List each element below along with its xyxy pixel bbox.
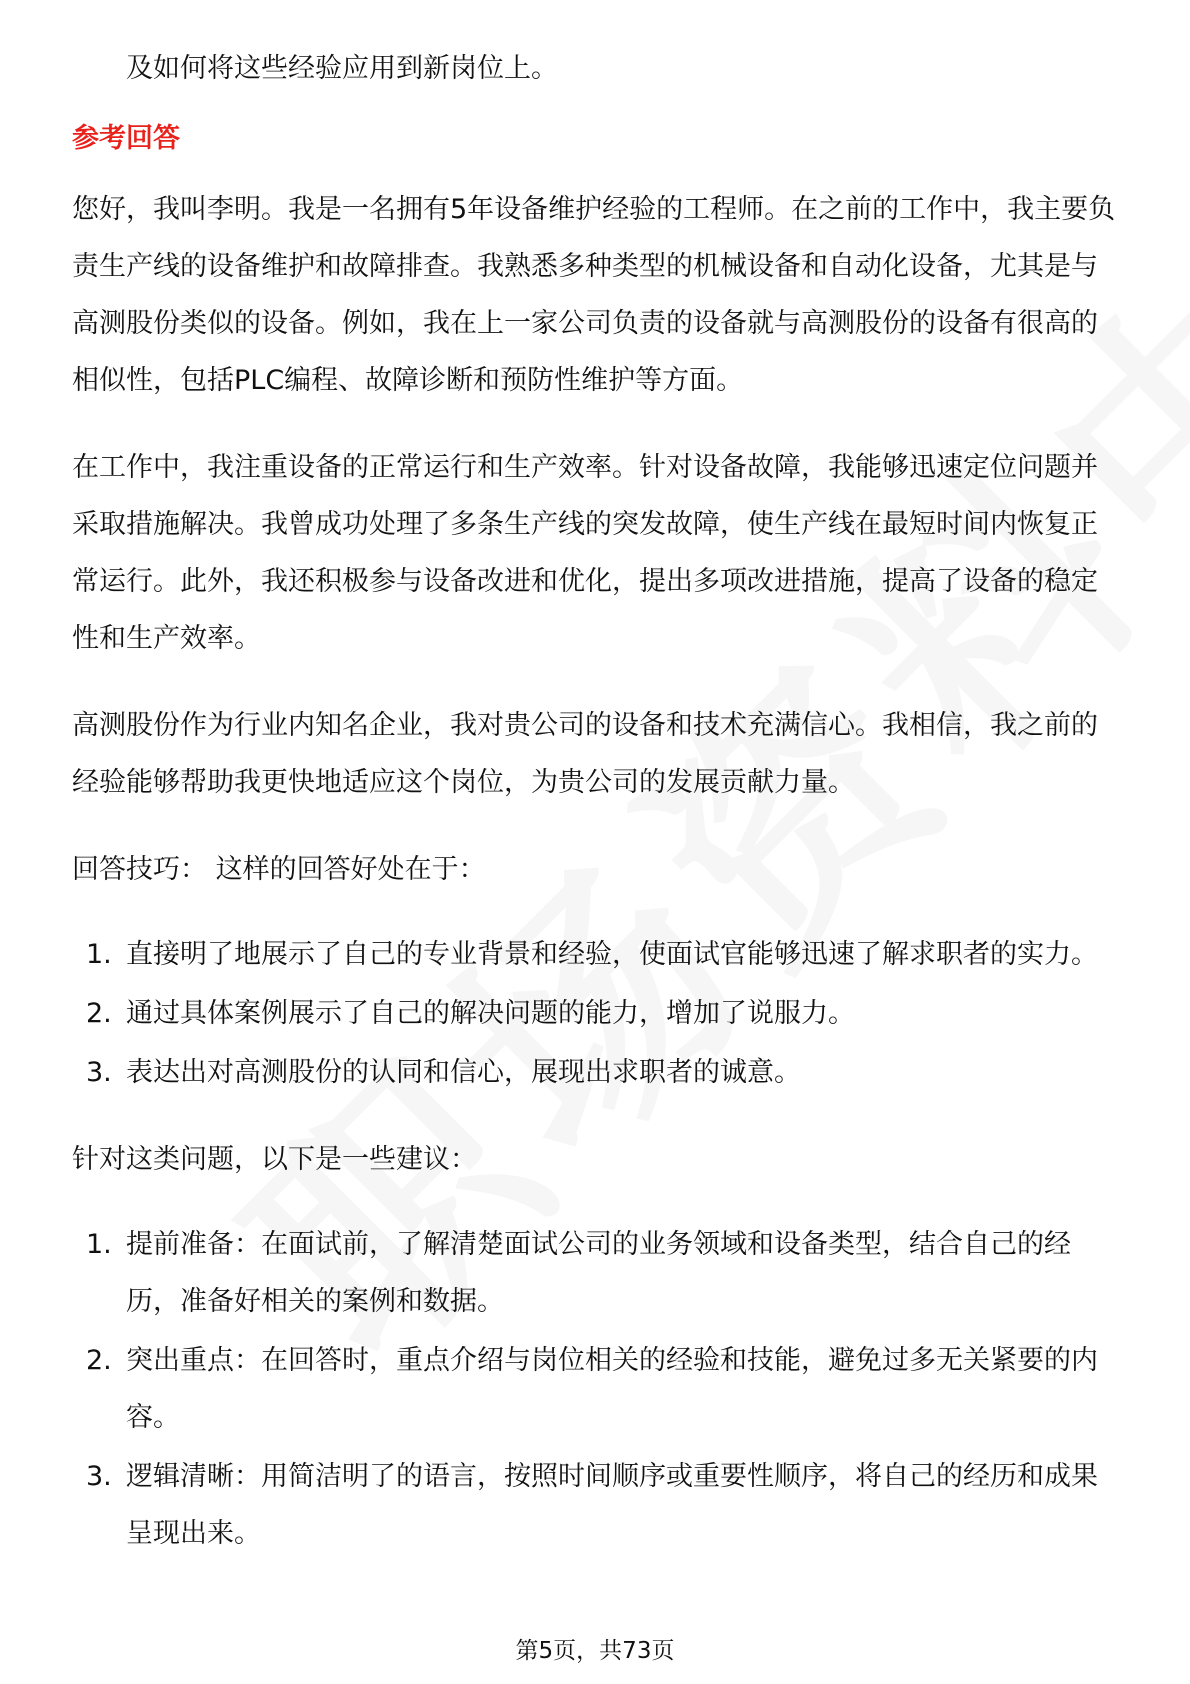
list-item — [72, 1216, 1118, 1330]
answer-paragraph-3: 高测股份作为行业内知名企业，我对贵公司的设备和技术充满信心。我相信，我之前的经验能够帮助我更快地适应这个岗位，为贵公司的发展贡献力量。 — [72, 710, 1098, 798]
page-number-footer: 第5页，共73页 — [515, 1638, 675, 1664]
list-item — [72, 1044, 1118, 1101]
list-item-number: 1. — [86, 1229, 112, 1260]
section-heading: 参考回答 — [72, 123, 180, 154]
list-item-number: 1. — [86, 939, 112, 970]
tips-list — [72, 926, 1118, 1101]
advice-list — [72, 1216, 1118, 1562]
list-item-number: 2. — [86, 1345, 112, 1376]
list-item-number: 2. — [86, 998, 112, 1029]
answer-paragraph-2: 在工作中，我注重设备的正常运行和生产效率。针对设备故障，我能够迅速定位问题并采取措施解决。我曾成功处理了多条生产线的突发故障，使生产线在最短时间内恢复正常运行。此外，我还积极参与设备改进和优化，提出多项改进措施，提高了设备的稳定性和生产效率。 — [72, 452, 1098, 654]
list-item-number: 3. — [86, 1057, 112, 1088]
list-item — [72, 1332, 1118, 1446]
list-item — [72, 926, 1118, 983]
page-content — [72, 40, 1118, 1592]
list-item-number: 3. — [86, 1461, 112, 1492]
list-item-text: 表达出对高测股份的认同和信心，展现出求职者的诚意。 — [126, 1057, 801, 1088]
advice-title: 针对这类问题，以下是一些建议： — [72, 1144, 477, 1175]
list-item-text: 通过具体案例展示了自己的解决问题的能力，增加了说服力。 — [126, 998, 855, 1029]
list-item — [72, 985, 1118, 1042]
intro-line: 及如何将这些经验应用到新岗位上。 — [126, 53, 558, 84]
list-item — [72, 1448, 1118, 1562]
tips-title: 回答技巧： 这样的回答好处在于： — [72, 854, 486, 885]
list-item-text: 突出重点：在回答时，重点介绍与岗位相关的经验和技能，避免过多无关紧要的内容。 — [126, 1345, 1098, 1433]
list-item-text: 直接明了地展示了自己的专业背景和经验，使面试官能够迅速了解求职者的实力。 — [126, 939, 1098, 970]
list-item-text: 逻辑清晰：用简洁明了的语言，按照时间顺序或重要性顺序，将自己的经历和成果呈现出来。 — [126, 1461, 1098, 1549]
list-item-text: 提前准备：在面试前，了解清楚面试公司的业务领域和设备类型，结合自己的经历，准备好相关的案例和数据。 — [126, 1229, 1071, 1317]
answer-paragraph-1: 您好，我叫李明。我是一名拥有5年设备维护经验的工程师。在之前的工作中，我主要负责生产线的设备维护和故障排查。我熟悉多种类型的机械设备和自动化设备，尤其是与高测股份类似的设备。例如，我在上一家公司负责的设备就与高测股份的设备有很高的相似性，包括PLC编程、故障诊断和预防性维护等方面。 — [72, 194, 1116, 396]
